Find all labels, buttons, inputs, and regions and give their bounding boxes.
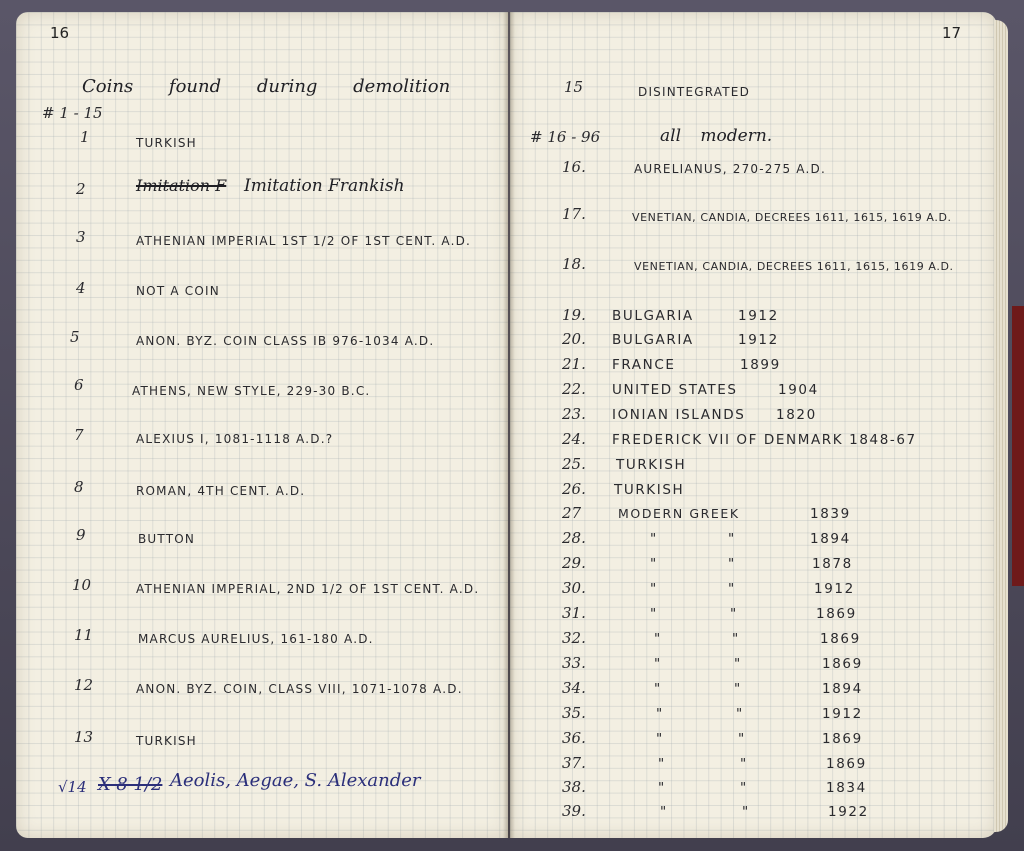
entry-year: 1912 bbox=[822, 706, 863, 722]
entry-text: TURKISH bbox=[136, 734, 197, 748]
entry-text: AURELIANUS, 270-275 A.D. bbox=[634, 162, 826, 176]
entry-number: 33. bbox=[562, 654, 586, 672]
ditto-mark: " bbox=[740, 756, 748, 772]
entry-number: 16. bbox=[562, 158, 586, 176]
entry-year: 1894 bbox=[822, 681, 863, 697]
ditto-mark: " bbox=[728, 581, 736, 597]
entry-year: 1869 bbox=[822, 731, 863, 747]
entry-number: 7 bbox=[74, 426, 84, 444]
left-page-heading: Coins found during demolition bbox=[82, 76, 451, 97]
entry-number: 24. bbox=[562, 430, 586, 448]
entry-year: 1878 bbox=[812, 556, 853, 572]
ditto-mark: " bbox=[734, 656, 742, 672]
entry-text: Imitation Frankish bbox=[244, 176, 405, 196]
entry-number: 21. bbox=[562, 355, 586, 373]
entry-number: 37. bbox=[562, 754, 586, 772]
entry-text: ATHENS, NEW STYLE, 229-30 B.C. bbox=[132, 384, 371, 398]
ditto-mark: " bbox=[736, 706, 744, 722]
entry-year: 1912 bbox=[738, 308, 779, 324]
entry-text: TURKISH bbox=[614, 482, 685, 498]
entry-number: 20. bbox=[562, 330, 586, 348]
left-page-number: 16 bbox=[50, 24, 70, 42]
entry-number: 8 bbox=[74, 478, 84, 496]
entry-number: 3 bbox=[76, 228, 86, 246]
entry-text: ATHENIAN IMPERIAL, 2ND 1/2 OF 1ST CENT. A.D. bbox=[136, 582, 480, 596]
entry-year: 1820 bbox=[776, 407, 817, 423]
entry-text: FREDERICK VII OF DENMARK 1848-67 bbox=[612, 432, 917, 448]
ditto-mark: " bbox=[654, 631, 662, 647]
entry-number: 25. bbox=[562, 455, 586, 473]
entry-text: UNITED STATES bbox=[612, 382, 738, 398]
entry-number: 28. bbox=[562, 529, 586, 547]
ditto-mark: " bbox=[740, 780, 748, 796]
entry-number: 29. bbox=[562, 554, 586, 572]
ditto-mark: " bbox=[734, 681, 742, 697]
ditto-mark: " bbox=[650, 556, 658, 572]
entry-number: 35. bbox=[562, 704, 586, 722]
page-edges bbox=[994, 20, 1008, 832]
entry-number: 9 bbox=[76, 526, 86, 544]
entry-text: VENETIAN, CANDIA, DECREES 1611, 1615, 1619 A.D. bbox=[632, 211, 952, 224]
entry-text: ROMAN, 4TH CENT. A.D. bbox=[136, 484, 306, 498]
ditto-mark: " bbox=[654, 681, 662, 697]
struck-text: X-8 1/2 bbox=[98, 774, 163, 795]
entry-year: 1904 bbox=[778, 382, 819, 398]
ditto-mark: " bbox=[732, 631, 740, 647]
entry-number: 39. bbox=[562, 802, 586, 820]
ditto-mark: " bbox=[660, 804, 668, 820]
struck-text: Imitation F bbox=[136, 176, 227, 195]
ditto-mark: " bbox=[658, 780, 666, 796]
ditto-mark: " bbox=[658, 756, 666, 772]
entry-number: 27 bbox=[562, 504, 582, 522]
entry-number: 31. bbox=[562, 604, 586, 622]
entry-number: 30. bbox=[562, 579, 586, 597]
ditto-mark: " bbox=[656, 731, 664, 747]
ditto-mark: " bbox=[730, 606, 738, 622]
ditto-mark: " bbox=[650, 606, 658, 622]
entry-number: 11 bbox=[74, 626, 94, 644]
ditto-mark: " bbox=[728, 531, 736, 547]
entry-number: 4 bbox=[76, 279, 86, 297]
entry-text: TURKISH bbox=[616, 457, 687, 473]
left-page bbox=[16, 12, 508, 838]
entry-number: 19. bbox=[562, 306, 586, 324]
entry-text: VENETIAN, CANDIA, DECREES 1611, 1615, 1619 A.D. bbox=[634, 260, 954, 273]
ditto-mark: " bbox=[654, 656, 662, 672]
entry-number: 12 bbox=[74, 676, 94, 694]
entry-number: 2 bbox=[76, 180, 86, 198]
entry-number: 23. bbox=[562, 405, 586, 423]
entry-year: 1922 bbox=[828, 804, 869, 820]
entry-text: ANON. BYZ. COIN, CLASS VIII, 1071-1078 A.D. bbox=[136, 682, 463, 696]
entry-text: DISINTEGRATED bbox=[638, 85, 751, 99]
entry-number: 1 bbox=[80, 128, 90, 146]
ditto-mark: " bbox=[742, 804, 750, 820]
entry-number: √14 bbox=[58, 778, 87, 796]
left-range: # 1 - 15 bbox=[42, 104, 103, 122]
entry-year: 1894 bbox=[810, 531, 851, 547]
entry-text: ALEXIUS I, 1081-1118 A.D.? bbox=[136, 432, 334, 446]
entry-number: 6 bbox=[74, 376, 84, 394]
entry-text: IONIAN ISLANDS bbox=[612, 407, 746, 423]
ditto-mark: " bbox=[650, 531, 658, 547]
entry-text: BULGARIA bbox=[612, 332, 694, 348]
entry-year: 1869 bbox=[822, 656, 863, 672]
entry-number: 32. bbox=[562, 629, 586, 647]
entry-text: ANON. BYZ. COIN CLASS IB 976-1034 A.D. bbox=[136, 334, 435, 348]
right-range: # 16 - 96 bbox=[530, 128, 601, 146]
entry-text: NOT A COIN bbox=[136, 284, 220, 298]
ditto-mark: " bbox=[728, 556, 736, 572]
entry-year: 1912 bbox=[738, 332, 779, 348]
right-page-number: 17 bbox=[942, 24, 962, 42]
bookmark-ribbon bbox=[1012, 306, 1024, 586]
entry-number: 38. bbox=[562, 778, 586, 796]
ditto-mark: " bbox=[656, 706, 664, 722]
entry-number: 18. bbox=[562, 255, 586, 273]
ditto-mark: " bbox=[738, 731, 746, 747]
ditto-mark: " bbox=[650, 581, 658, 597]
page-gutter bbox=[503, 12, 515, 838]
entry-text: BUTTON bbox=[138, 532, 196, 546]
entry-number: 26. bbox=[562, 480, 586, 498]
entry-year: 1869 bbox=[816, 606, 857, 622]
right-range-note: all modern. bbox=[660, 126, 773, 146]
entry-year: 1869 bbox=[826, 756, 867, 772]
entry-text: Aeolis, Aegae, S. Alexander bbox=[170, 770, 421, 791]
entry-year: 1834 bbox=[826, 780, 867, 796]
entry-number: 5 bbox=[70, 328, 80, 346]
entry-number: 36. bbox=[562, 729, 586, 747]
entry-number: 13 bbox=[74, 728, 94, 746]
entry-text: TURKISH bbox=[136, 136, 197, 150]
entry-number: 15 bbox=[564, 78, 584, 96]
entry-year: 1912 bbox=[814, 581, 855, 597]
entry-text: MODERN GREEK bbox=[618, 506, 740, 521]
entry-number: 22. bbox=[562, 380, 586, 398]
entry-text: ATHENIAN IMPERIAL 1ST 1/2 OF 1ST CENT. A.D. bbox=[136, 234, 472, 248]
entry-number: 10 bbox=[72, 576, 92, 594]
entry-year: 1839 bbox=[810, 506, 851, 522]
entry-text: MARCUS AURELIUS, 161-180 A.D. bbox=[138, 632, 374, 646]
entry-year: 1899 bbox=[740, 357, 781, 373]
entry-text: FRANCE bbox=[612, 357, 676, 373]
entry-number: 34. bbox=[562, 679, 586, 697]
entry-year: 1869 bbox=[820, 631, 861, 647]
entry-number: 17. bbox=[562, 205, 586, 223]
entry-text: BULGARIA bbox=[612, 308, 694, 324]
